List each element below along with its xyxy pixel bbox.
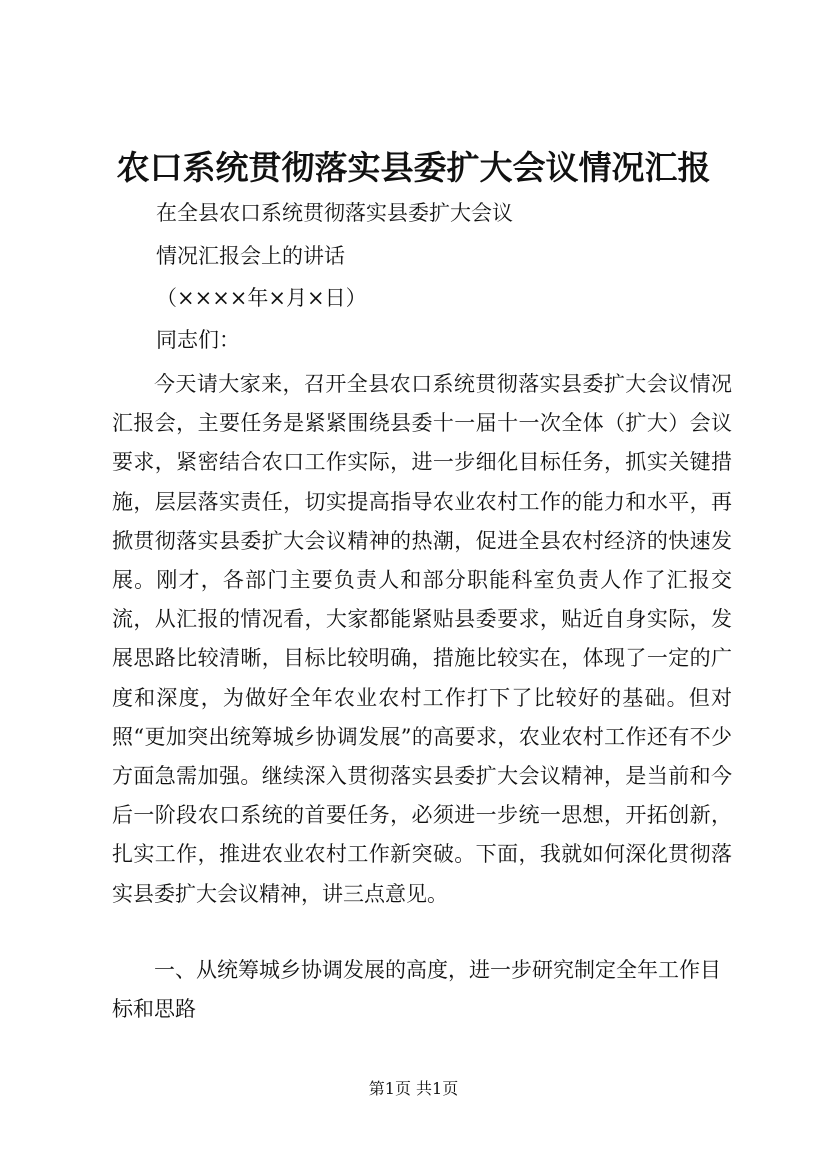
document-title: 农口系统贯彻落实县委扩大会议情况汇报 xyxy=(116,148,711,187)
page-number-footer: 第1页 共1页 xyxy=(368,1079,459,1098)
subtitle-line-2: 情况汇报会上的讲话 xyxy=(156,244,345,268)
body-paragraph: 今天请大家来，召开全县农口系统贯彻落实县委扩大会议情况汇报会，主要任务是紧紧围绕县委十一届十一次全体（扩大）会议要求，紧密结合农口工作实际，进一步细化目标任务，抓实关键措施，层层落实责任，切实提高指导农业农村工作的能力和水平，再掀贯彻落实县委扩大会议精神的热潮，促进全县农村经济的快速发展。刚才，各部门主要负责人和部分职能科室负责人作了汇报交流，从汇报的情况看，大家都能紧贴县委要求，贴近自身实际，发展思路比较清晰，目标比较明确，措施比较实在，体现了一定的广度和深度，为做好全年农业农村工作打下了比较好的基础。但对照“更加突出统筹城乡协调发展”的高要求，农业农村工作还有不少方面急需加强。继续深入贯彻落实县委扩大会议精神，是当前和今后一阶段农口系统的首要任务，必须进一步统一思想，开拓创新，扎实工作，推进农业农村工作新突破。下面，我就如何深化贯彻落实县委扩大会议精神，讲三点意见。 xyxy=(112,372,732,906)
subtitle-line-1: 在全县农口系统贯彻落实县委扩大会议 xyxy=(156,201,513,225)
salutation: 同志们： xyxy=(156,328,240,352)
date-line: （××××年×月×日） xyxy=(156,286,367,310)
section-heading-1: 一、从统筹城乡协调发展的高度，进一步研究制定全年工作目标和思路 xyxy=(112,958,721,1022)
